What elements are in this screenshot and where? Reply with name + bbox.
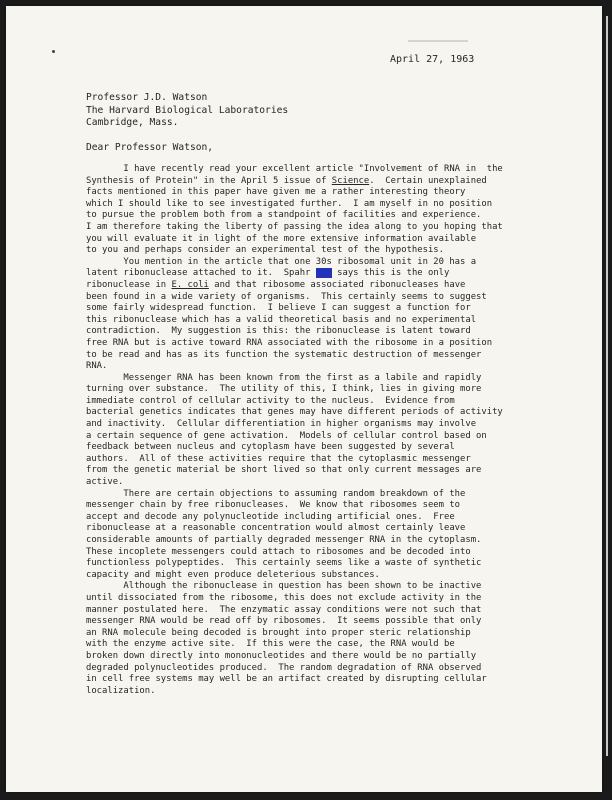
body-line: some fairly widespread function. I believe I can suggest a function for bbox=[86, 303, 471, 314]
body-line: degraded polynucleotides produced. The random degradation of RNA observed bbox=[86, 662, 482, 673]
body-line: an RNA molecule being decoded is brought into proper steric relationship bbox=[86, 627, 471, 638]
body-line: functionless polypeptides. This certainly seems like a waste of synthetic bbox=[86, 558, 482, 569]
body-line: There are certain objections to assuming random breakdown of the bbox=[86, 488, 466, 499]
body-line: this ribonuclease which has a valid theoretical basis and no experimental bbox=[86, 314, 477, 325]
body-line: feedback between nucleus and cytoplasm have been suggested by several bbox=[86, 442, 455, 453]
body-line: free RNA but is active toward RNA associated with the ribosome in a position bbox=[86, 337, 493, 348]
letter-date: April 27, 1963 bbox=[390, 54, 475, 65]
recipient-line: Professor J.D. Watson bbox=[86, 92, 208, 103]
recipient-line: Cambridge, Mass. bbox=[86, 117, 179, 128]
body-line: a certain sequence of gene activation. Models of cellular control based on bbox=[86, 430, 487, 441]
body-line: contradiction. My suggestion is this: the ribonuclease is latent toward bbox=[86, 326, 471, 337]
body-line: facts mentioned in this paper have given me a rather interesting theory bbox=[86, 187, 466, 198]
letter-page bbox=[6, 6, 602, 792]
body-line: messenger chain by free ribonucleases. We know that ribosomes seem to bbox=[86, 500, 461, 511]
body-line: from the genetic material be short lived so that only current messages are bbox=[86, 465, 482, 476]
body-line: ribonuclease at a reasonable concentration would almost certainly leave bbox=[86, 523, 466, 534]
body-line: These incoplete messengers could attach to ribosomes and be decoded into bbox=[86, 546, 471, 557]
body-line: to you and perhaps consider an experimental test of the hypothesis. bbox=[86, 245, 444, 256]
recipient-address bbox=[86, 92, 288, 130]
body-line-tail: and that ribosome associated ribonucleases have bbox=[208, 279, 466, 290]
recipient-line: The Harvard Biological Laboratories bbox=[86, 104, 289, 116]
journal-name: Science bbox=[331, 175, 370, 186]
redaction-mark: xxx bbox=[315, 268, 332, 279]
body-line: accept and decode any polynucleotide including artificial ones. Free bbox=[86, 511, 455, 522]
punch-dot bbox=[52, 50, 55, 53]
body-line: localization. bbox=[86, 685, 156, 696]
body-line: you will evaluate it in light of the more extensive information available bbox=[86, 233, 477, 244]
body-line: I am therefore taking the liberty of passing the idea along to you hoping that bbox=[86, 221, 503, 232]
body-line: Synthesis of Protein" in the April 5 issue of bbox=[86, 175, 332, 186]
body-line: immediate control of cellular activity to the nucleus. Evidence from bbox=[86, 395, 455, 406]
body-line: broken down directly into mononucleotides and there would be no partially bbox=[86, 650, 477, 661]
body-line: ribonuclease in bbox=[86, 279, 172, 290]
body-line: Although the ribonuclease in question has been shown to be inactive bbox=[86, 581, 482, 592]
body-line: considerable amounts of partially degraded messenger RNA in the cytoplasm. bbox=[86, 535, 482, 545]
body-line: with the enzyme active site. If this were the case, the RNA would be bbox=[86, 639, 455, 650]
body-line: in cell free systems may well be an artifact created by disrupting cellular bbox=[86, 674, 487, 685]
body-line: and inactivity. Cellular differentiation in higher organisms may involve bbox=[86, 419, 477, 430]
body-line: to be read and has as its function the systematic destruction of messenger bbox=[86, 349, 482, 360]
body-line: bacterial genetics indicates that genes may have different periods of activity bbox=[86, 407, 503, 418]
body-line: authors. All of these activities require that the cytoplasmic messenger bbox=[86, 453, 471, 464]
body-line: to pursue the problem both from a standpoint of facilities and experience. bbox=[86, 210, 482, 221]
body-line: which I should like to see investigated further. I am myself in no position bbox=[86, 198, 493, 209]
body-line: manner postulated here. The enzymatic assay conditions were not such that bbox=[86, 604, 482, 615]
body-line: active. bbox=[86, 477, 124, 488]
faint-mark bbox=[408, 40, 468, 42]
salutation: Dear Professor Watson, bbox=[86, 142, 214, 153]
body-line: messenger RNA would be read off by ribosomes. It seems possible that only bbox=[86, 616, 482, 627]
body-line-tail: says this is the only bbox=[331, 268, 450, 279]
species-name: E. coli bbox=[171, 279, 209, 290]
body-line: until dissociated from the ribosome, this does not exclude activity in the bbox=[86, 592, 482, 603]
body-line: Messenger RNA has been known from the first as a labile and rapidly bbox=[86, 372, 482, 383]
body-line: been found in a wide variety of organisms. This certainly seems to suggest bbox=[86, 291, 487, 302]
page-edge-shadow bbox=[606, 16, 608, 756]
letter-body bbox=[86, 164, 503, 697]
body-line: latent ribonuclease attached to it. Spahr bbox=[86, 268, 316, 279]
body-line-tail: . Certain unexplained bbox=[369, 175, 487, 186]
body-line: RNA. bbox=[86, 361, 108, 372]
body-line: You mention in the article that one 30s ribosomal unit in 20 has a bbox=[86, 256, 477, 267]
body-line: capacity and might even produce deleterious substances. bbox=[86, 569, 380, 580]
body-line: I have recently read your excellent article "Involvement of RNA in the bbox=[86, 164, 503, 174]
body-line: turning over substance. The utility of this, I think, lies in giving more bbox=[86, 384, 482, 395]
